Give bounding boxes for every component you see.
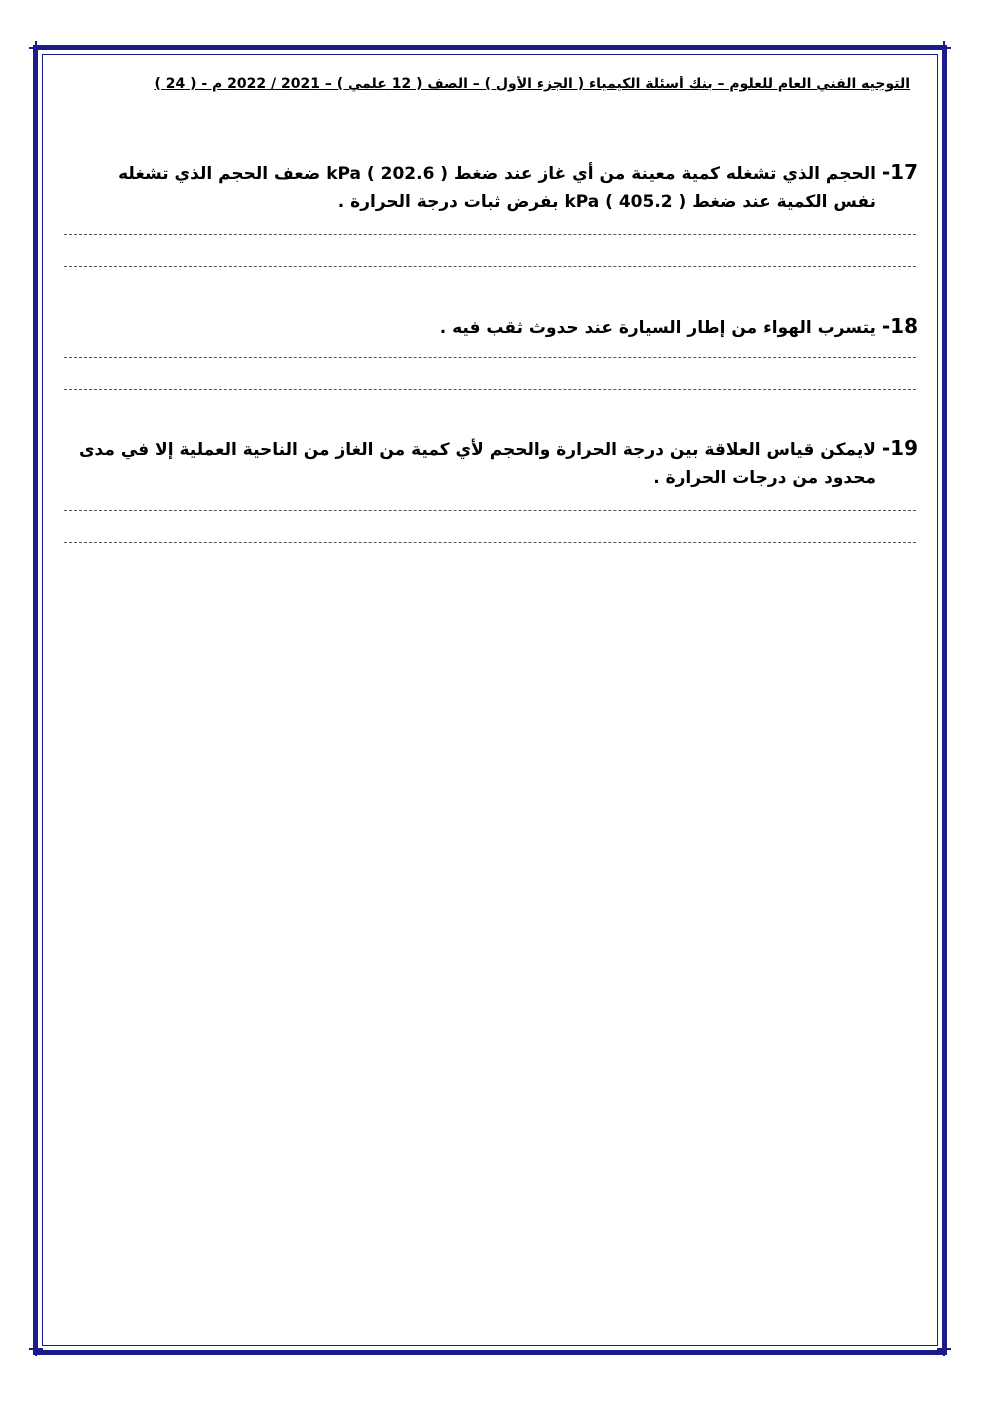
question-19 <box>56 434 918 492</box>
question-text: يتسرب الهواء من إطار السيارة عند حدوث ثقب فيه . <box>439 318 876 338</box>
question-text: لايمكن قياس العلاقة بين درجة الحرارة والحجم لأي كمية من الغاز من الناحية العملية إلا في مدى <box>78 440 876 460</box>
answer-line <box>64 389 916 390</box>
question-line <box>56 464 918 492</box>
answer-line <box>64 234 916 235</box>
question-line <box>56 158 918 188</box>
question-line <box>56 312 918 342</box>
header-text: التوجيه الفني العام للعلوم – بنك أسئلة الكيمياء ( الجزء الأول ) – الصف ( 12 علمي ) – 2021 / 2022 م - ( 24 ) <box>154 76 910 92</box>
page-border-inner <box>42 54 938 1346</box>
answer-line <box>64 266 916 267</box>
answer-line <box>64 510 916 511</box>
question-text: محدود من درجات الحرارة . <box>653 468 876 488</box>
question-number: 17- <box>881 160 918 184</box>
question-text: نفس الكمية عند ضغط kPa ( 405.2 ) بفرض ثبات درجة الحرارة . <box>337 192 876 212</box>
question-17 <box>56 158 918 216</box>
question-18 <box>56 312 918 342</box>
question-line <box>56 434 918 464</box>
answer-line <box>64 357 916 358</box>
corner-ornament <box>937 1342 951 1356</box>
corner-ornament <box>937 41 951 55</box>
question-number: 18- <box>881 314 918 338</box>
question-text: الحجم الذي تشغله كمية معينة من أي غاز عند ضغط kPa ( 202.6 ) ضعف الحجم الذي تشغله <box>118 164 876 184</box>
answer-line <box>64 542 916 543</box>
question-number: 19- <box>881 436 918 460</box>
corner-ornament <box>29 41 43 55</box>
corner-ornament <box>29 1342 43 1356</box>
question-line <box>56 188 918 216</box>
page-header <box>80 76 910 98</box>
